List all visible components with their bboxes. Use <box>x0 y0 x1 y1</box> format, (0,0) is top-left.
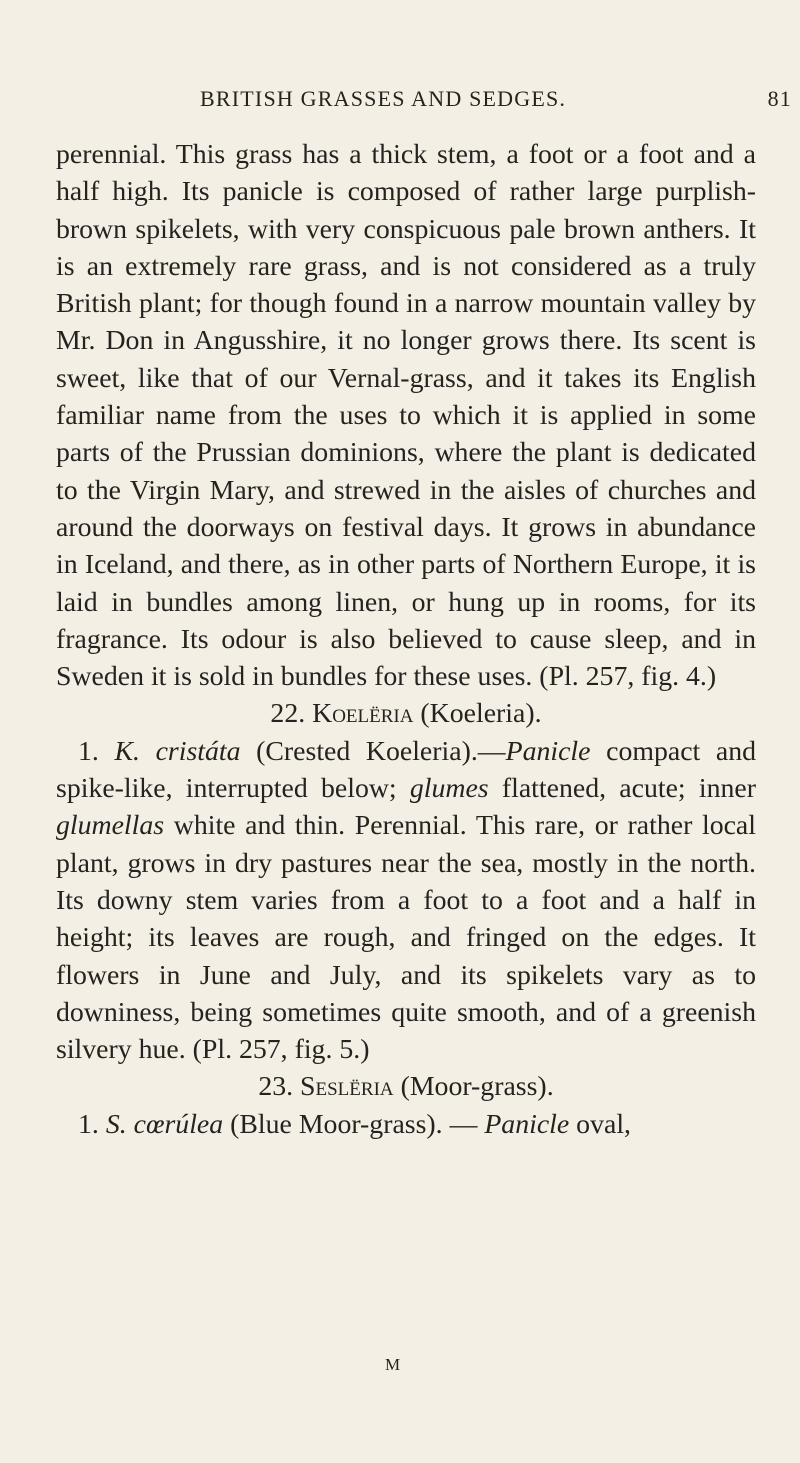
genus-number: 22. <box>270 698 306 730</box>
running-title: BRITISH GRASSES AND SEDGES. <box>200 86 567 111</box>
species-entry-koeleria-cristata <box>56 733 756 1069</box>
description-text: flattened, acute; inner <box>488 773 756 805</box>
description-text: oval, <box>569 1108 631 1140</box>
genus-number: 23. <box>258 1071 294 1103</box>
species-latin-name: S. cœrúlea <box>105 1108 224 1140</box>
term-panicle: Panicle <box>484 1108 570 1140</box>
term-glumes: glumes <box>409 773 489 805</box>
species-latin-name: K. cristáta <box>114 735 241 767</box>
genus-common-name: (Moor-grass). <box>400 1071 554 1103</box>
species-entry-sesleria-caerulea <box>56 1106 756 1143</box>
genus-heading-sesleria <box>56 1068 756 1105</box>
genus-name: Koelëria <box>312 698 414 730</box>
signature-mark: M <box>385 1355 402 1374</box>
running-head <box>60 86 792 118</box>
paragraph-anthoxanthum-continued: perennial. This grass has a thick stem, a foot or a foot and a half high. Its panicle is composed of rather large purplish-brown spikelets, with very conspicuous pale brown anthers. It is an extremely rare grass, and is not considered as a truly British plant; for though found in a narrow mountain valley by Mr. Don in Angusshire, it no longer grows there. Its scent is sweet, like that of our Vernal-grass, and it takes its English familiar name from the uses to which it is applied in some parts of the Prussian dominions, where the plant is dedicated to the Virgin Mary, and strewed in the aisles of churches and around the doorways on festival days. It grows in abundance in Iceland, and there, as in other parts of Northern Europe, it is laid in bundles among linen, or hung up in rooms, for its fragrance. Its odour is also believed to cause sleep, and in Sweden it is sold in bundles for these uses. (Pl. 257, fig. 4.) <box>56 139 756 693</box>
species-common-name: (Blue Moor-grass). — <box>230 1108 485 1140</box>
body-text <box>56 136 756 1143</box>
description-text: compact and spike-like, interrupted below; <box>56 735 756 805</box>
description-text: white and thin. Perennial. This rare, or rather local plant, grows in dry pastures near the sea, mostly in the north. Its downy stem varies from a foot to a foot and a half in height; its leaves are rough, and fringed on the edges. It flowers in June and July, and its spikelets vary as to downiness, being sometimes quite smooth, and of a greenish silvery hue. (Pl. 257, fig. 5.) <box>56 810 756 1066</box>
species-number: 1. <box>78 1108 99 1140</box>
species-number: 1. <box>78 735 99 767</box>
species-common-name: (Crested Koeleria).— <box>256 735 506 767</box>
page-number: 81 <box>767 86 792 111</box>
genus-heading-koeleria <box>56 695 756 732</box>
term-panicle: Panicle <box>505 735 591 767</box>
genus-name: Seslëria <box>300 1071 394 1103</box>
term-glumellas: glumellas <box>56 810 165 842</box>
genus-common-name: (Koeleria). <box>420 698 542 730</box>
